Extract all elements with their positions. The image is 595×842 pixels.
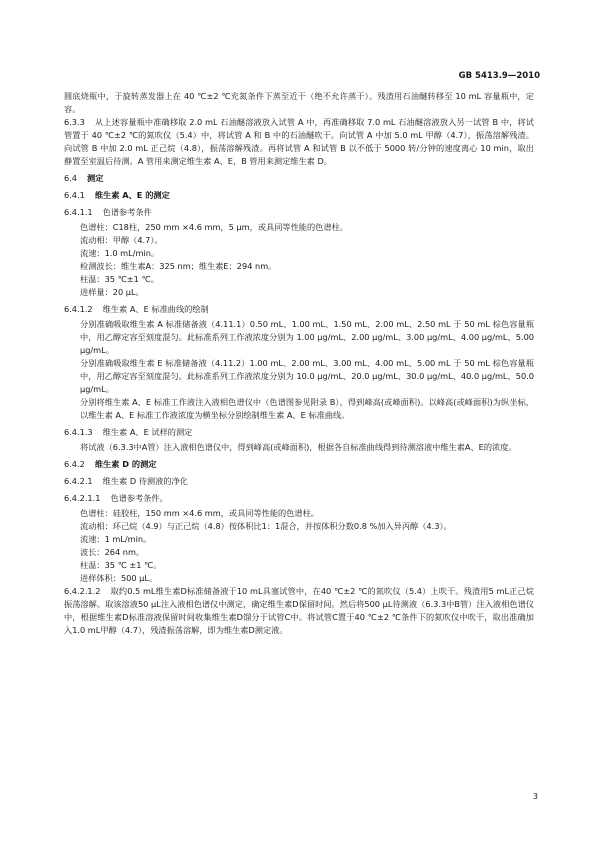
condition-line: 柱温：35 ℃ ±1 ℃。 [80, 560, 162, 570]
section-title: 维生素 A、E 的测定 [94, 190, 170, 200]
section-number: 6.4.1.1 [64, 207, 93, 217]
condition-line: 进样体积：500 μL。 [80, 573, 158, 583]
paragraph: 将试液（6.3.3中A管）注入液相色谱仪中，得到峰高(或峰面积)，根据各自标准曲线得到待测溶液中维生素A、E的浓度。 [80, 442, 517, 452]
paragraph: 圆底烧瓶中，于旋转蒸发器上在 40 ℃±2 ℃充氮条件下蒸至近干（绝不允许蒸干）。残渣用石油醚转移至 10 mL 容量瓶中，定容。 [64, 91, 534, 114]
section-heading [64, 189, 534, 202]
standard-code-header: GB 5413.9—2010 [458, 71, 540, 81]
section-number: 6.4 [64, 173, 78, 183]
condition-line: 柱温：35 ℃±1 ℃。 [80, 274, 159, 284]
numbered-paragraph [64, 585, 534, 637]
condition-line: 色谱柱：C18柱，250 mm ×4.6 mm，5 μm，或具同等性能的色谱柱。 [80, 222, 348, 232]
paragraph-text: 从上述容量瓶中准确移取 2.0 mL 石油醚溶液放入试管 A 中，再准确移取 7.0 mL 石油醚溶液放入另一试管 B 中，将试管置于 40 ℃±2 ℃的氮吹仪（5.4）中，将试管 A 和 B 中的石油醚吹干。向试管 A 中加 5.0 mL 甲醇（4.7），振荡溶解残渣。向试管 B 中加 2.0 mL 正己烷（4.8），振荡溶解残渣。再将试管 A 和试管 B 以不低于 5000 转/分钟的速度离心 10 min，取出静置至室温后待测。A 管用来测定维生素 A、E，B 管用来测定维生素 D。 [64, 117, 534, 166]
condition-line: 色谱柱：硅胶柱，150 mm ×4.6 mm，或具同等性能的色谱柱。 [80, 508, 319, 518]
section-heading [64, 426, 534, 439]
section-number: 6.4.2.1.2 [64, 586, 101, 596]
section-heading [64, 303, 534, 316]
condition-line: 进样量：20 μL。 [80, 287, 144, 297]
section-number: 6.3.3 [64, 117, 85, 127]
paragraph: 分别将维生素 A、E 标准工作液注入液相色谱仪中（色谱图参见附录 B），得到峰高(或峰面积)。以峰高(或峰面积)为纵坐标，以维生素 A、E 标准工作液浓度为横坐标分别绘制维生素 A、E 标准曲线。 [80, 397, 534, 420]
section-title: 色谱参考条件。 [110, 493, 168, 503]
section-number: 6.4.2.1 [64, 476, 93, 486]
section-title: 维生素 D 的测定 [94, 459, 157, 469]
section-heading [64, 206, 534, 219]
condition-line: 波长：264 nm。 [80, 547, 145, 557]
paragraph: 分别准确吸取维生素 A 标准储备液（4.11.1）0.50 mL、1.00 mL、1.50 mL、2.00 mL、2.50 mL 于 50 mL 棕色容量瓶中，用乙醇定容至刻度混匀。此标准系列工作液浓度分别为 1.00 μg/mL、2.00 μg/mL、3.00 μg/mL、4.00 μg/mL、5.00 μg/mL。 [80, 319, 534, 355]
condition-line: 流速：1.0 mL/min。 [80, 248, 160, 258]
section-number: 6.4.1.2 [64, 304, 93, 314]
page-number: 3 [532, 792, 538, 801]
condition-line: 流动相：环己烷（4.9）与正己烷（4.8）按体积比1：1混合，并按体积分数0.8 %加入异丙醇（4.3）。 [80, 521, 452, 531]
section-title: 维生素 D 待测液的净化 [102, 476, 188, 486]
section-title: 测定 [87, 173, 104, 183]
section-title: 维生素 A、E 标准曲线的绘制 [102, 304, 209, 314]
paragraph-text: 取约0.5 mL维生素D标准储备液于10 mL具塞试管中，在40 ℃±2 ℃的氮吹仪（5.4）上吹干。残渣用5 mL正己烷振荡溶解。取该溶液50 μL注入液相色谱仪中测定，确定维生素D保留时间。然后将500 μL待测液（6.3.3中B管）注入液相色谱仪中，根据维生素D标准溶液保留时间收集维生素D馏分于试管C中。将试管C置于40 ℃±2 ℃条件下的氮吹仪中吹干，取出准确加入1.0 mL甲醇（4.7），残渣振荡溶解，即为维生素D测定液。 [64, 586, 534, 635]
condition-line: 流动相：甲醇（4.7）。 [80, 235, 163, 245]
section-number: 6.4.1.3 [64, 427, 93, 437]
section-number: 6.4.1 [64, 190, 85, 200]
section-title: 维生素 A、E 试样的测定 [102, 427, 193, 437]
condition-line: 流速：1 mL/min。 [80, 534, 152, 544]
section-heading [64, 475, 534, 488]
condition-line: 检测波长：维生素A：325 nm；维生素E：294 nm。 [80, 261, 277, 271]
numbered-paragraph [64, 116, 534, 168]
section-number: 6.4.2.1.1 [64, 493, 101, 503]
document-body [64, 90, 534, 637]
paragraph: 分别准确吸取维生素 E 标准储备液（4.11.2）1.00 mL、2.00 mL、3.00 mL、4.00 mL、5.00 mL 于 50 mL 棕色容量瓶中，用乙醇定容至刻度混匀。此标准系列工作液浓度分别为 10.0 μg/mL、20.0 μg/mL、30.0 μg/mL、40.0 μg/mL、50.0 μg/mL。 [80, 358, 534, 394]
section-heading [64, 492, 534, 505]
section-heading [64, 172, 534, 185]
section-heading [64, 458, 534, 471]
section-number: 6.4.2 [64, 459, 85, 469]
section-title: 色谱参考条件 [102, 207, 152, 217]
